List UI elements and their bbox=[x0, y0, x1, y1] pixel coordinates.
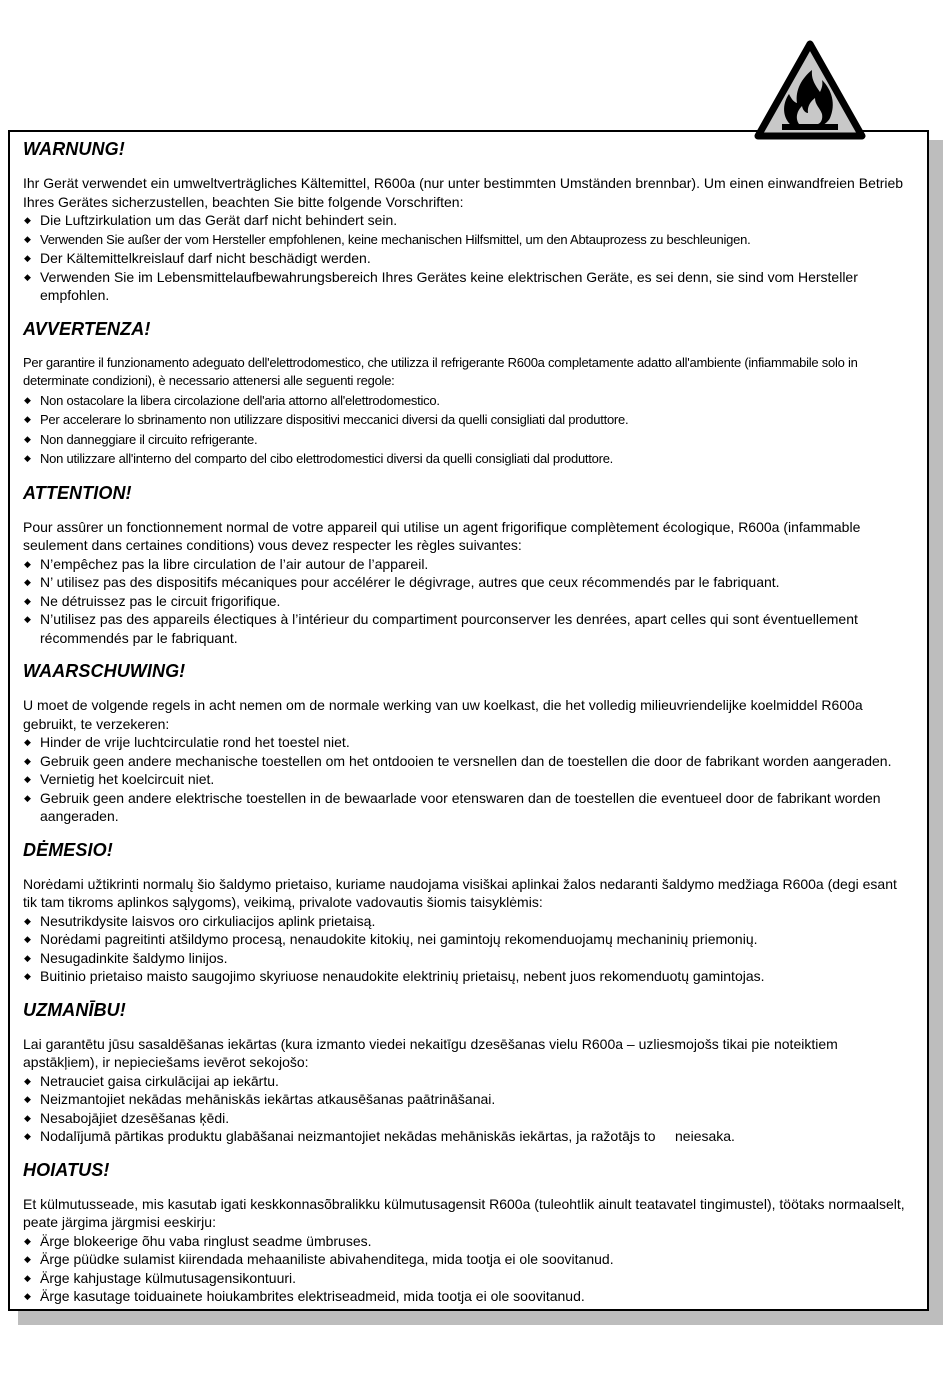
diamond-bullet-icon: ◆ bbox=[24, 774, 31, 784]
section-heading: ATTENTION! bbox=[23, 482, 132, 503]
list-item-text: Nesutrikdysite laisvos oro cirkuliacijos aplink prietaisą. bbox=[40, 912, 376, 929]
section-heading: WARNUNG! bbox=[23, 139, 125, 159]
list-item bbox=[23, 410, 909, 430]
list-item bbox=[23, 211, 909, 230]
diamond-bullet-icon: ◆ bbox=[24, 1254, 31, 1264]
rules-list bbox=[23, 733, 909, 826]
list-item-text: Ärge püüdke sulamist kiirendada mehaaniliste abivahenditega, mida tootja ei ole soovitanud. bbox=[40, 1251, 614, 1267]
list-item bbox=[23, 391, 909, 411]
diamond-bullet-icon: ◆ bbox=[24, 253, 31, 263]
list-item bbox=[23, 752, 909, 771]
list-item-text: Norėdami pagreitinti atšildymo procesą, nenaudokite kitokių, nei gamintojų rekomenduojamų mechaninių priemonių. bbox=[40, 931, 758, 947]
list-item-text: Gebruik geen andere mechanische toestellen om het ontdooien te versnellen dan de toestellen die door de fabrikant worden aangeraden. bbox=[40, 752, 892, 769]
list-item-text: Nodalījumā pārtikas produktu glabāšanai neizmantojiet nekādas mehāniskās iekārtas, ja ražotājs to neiesaka. bbox=[40, 1128, 735, 1144]
list-item bbox=[23, 949, 909, 968]
list-item-text: Ne détruissez pas le circuit frigorifique. bbox=[40, 592, 281, 609]
section-it bbox=[23, 318, 909, 469]
list-item-text: Netrauciet gaisa cirkulācijai ap iekārtu. bbox=[40, 1072, 279, 1089]
diamond-bullet-icon: ◆ bbox=[24, 1235, 31, 1246]
diamond-bullet-icon: ◆ bbox=[24, 271, 31, 282]
list-item-text: Non utilizzare all'interno del comparto del cibo elettrodomestici diversi da quelli consigliati dal produttore. bbox=[40, 451, 614, 466]
list-item bbox=[23, 573, 909, 592]
list-item bbox=[23, 1250, 909, 1269]
rules-list bbox=[23, 211, 909, 305]
diamond-bullet-icon: ◆ bbox=[24, 453, 31, 463]
list-item-text: Ärge blokeerige õhu vaba ringlust seadme ümbruses. bbox=[40, 1232, 372, 1249]
diamond-bullet-icon: ◆ bbox=[24, 233, 31, 244]
list-item bbox=[23, 1127, 909, 1146]
section-intro: Et külmutusseade, mis kasutab igati keskkonnasõbralikku külmutusagensit R600a (tuleohtlik ainult teatavatel tingimustel), töötaks normaalselt, peate järgima järgmisi eeskirju: bbox=[23, 1195, 905, 1230]
list-item bbox=[23, 449, 909, 469]
diamond-bullet-icon: ◆ bbox=[24, 1291, 31, 1301]
diamond-bullet-icon: ◆ bbox=[24, 1272, 31, 1283]
list-item bbox=[23, 230, 909, 250]
section-lv bbox=[23, 999, 909, 1146]
section-fr bbox=[23, 482, 909, 648]
section-nl bbox=[23, 660, 909, 826]
list-item bbox=[23, 268, 909, 305]
section-intro: Norėdami užtikrinti normalų šio šaldymo prietaiso, kuriame naudojama visiškai aplinkai žalos nedaranti šaldymo medžiaga R600a (degi esant tik tam tikroms aplinkos sąlygoms), veikimą, privalote vadovautis šiomis taisyklėmis: bbox=[23, 875, 897, 910]
list-item bbox=[23, 430, 909, 450]
list-item bbox=[23, 1109, 909, 1128]
list-item-text: Non ostacolare la libera circolazione dell'aria attorno all'elettrodomestico. bbox=[40, 392, 440, 408]
list-item bbox=[23, 592, 909, 611]
diamond-bullet-icon: ◆ bbox=[24, 915, 31, 926]
flammable-warning-icon bbox=[752, 38, 868, 142]
diamond-bullet-icon: ◆ bbox=[24, 614, 31, 624]
list-item-text: Nesugadinkite šaldymo linijos. bbox=[40, 949, 228, 966]
rules-list bbox=[23, 1232, 909, 1306]
section-heading: WAARSCHUWING! bbox=[23, 661, 186, 681]
diamond-bullet-icon: ◆ bbox=[24, 737, 31, 747]
list-item bbox=[23, 1232, 909, 1251]
list-item-text: Per accelerare lo sbrinamento non utilizzare dispositivi meccanici diversi da quelli consigliati dal produttore. bbox=[40, 412, 629, 427]
diamond-bullet-icon: ◆ bbox=[24, 595, 31, 606]
diamond-bullet-icon: ◆ bbox=[24, 792, 31, 803]
list-item bbox=[23, 1287, 909, 1306]
list-item bbox=[23, 967, 909, 986]
warning-content bbox=[23, 136, 909, 1306]
list-item bbox=[23, 1090, 909, 1109]
section-heading: UZMANĪBU! bbox=[23, 999, 126, 1020]
list-item-text: Verwenden Sie außer der vom Hersteller empfohlenen, keine mechanischen Hilfsmittel, um den Abtauprozess zu beschleunigen. bbox=[40, 231, 751, 247]
section-intro: Lai garantētu jūsu sasaldēšanas iekārtas (kura izmanto viedei nekaitīgu dzesēšanas vielu R600a – uzliesmojošs tikai pie noteiktiem apstākļiem), ir nepieciešams ievērot sekojošo: bbox=[23, 1035, 838, 1070]
list-item-text: Hinder de vrije luchtcirculatie rond het toestel niet. bbox=[40, 734, 350, 750]
diamond-bullet-icon: ◆ bbox=[24, 971, 31, 981]
diamond-bullet-icon: ◆ bbox=[24, 394, 31, 405]
rules-list bbox=[23, 555, 909, 648]
diamond-bullet-icon: ◆ bbox=[24, 952, 31, 963]
diamond-bullet-icon: ◆ bbox=[24, 1131, 31, 1141]
list-item bbox=[23, 733, 909, 752]
list-item bbox=[23, 789, 909, 826]
list-item bbox=[23, 930, 909, 949]
rules-list bbox=[23, 391, 909, 469]
warning-panel bbox=[8, 130, 929, 1311]
diamond-bullet-icon: ◆ bbox=[24, 215, 31, 225]
diamond-bullet-icon: ◆ bbox=[24, 577, 31, 587]
section-lt bbox=[23, 839, 909, 986]
list-item bbox=[23, 912, 909, 931]
diamond-bullet-icon: ◆ bbox=[24, 1094, 31, 1104]
section-intro: U moet de volgende regels in acht nemen om de normale werking van uw koelkast, die het volledig milieuvriendelijke koelmiddel R600a gebruikt, te verzekeren: bbox=[23, 697, 863, 732]
list-item bbox=[23, 555, 909, 574]
list-item bbox=[23, 610, 909, 647]
rules-list bbox=[23, 912, 909, 986]
list-item-text: Ärge kahjustage külmutusagensikontuuri. bbox=[40, 1269, 297, 1286]
list-item-text: N’empêchez pas la libre circulation de l’air autour de l’appareil. bbox=[40, 555, 429, 572]
list-item-text: Buitinio prietaiso maisto saugojimo skyriuose nenaudokite elektrinių prietaisų, nebent juos rekomenduotų gamintojas. bbox=[40, 968, 765, 984]
diamond-bullet-icon: ◆ bbox=[24, 1075, 31, 1086]
list-item-text: N’ utilisez pas des dispositifs mécaniques pour accélérer le dégivrage, autres que ceux récommendés par le fabriquant. bbox=[40, 574, 780, 590]
list-item-text: N’utilisez pas des appareils électiques à l’intérieur du compartiment pourconserver les denrées, apart celles qui sont éventuellement récommendés par le fabriquant. bbox=[40, 611, 858, 646]
diamond-bullet-icon: ◆ bbox=[24, 414, 31, 424]
list-item-text: Die Luftzirkulation um das Gerät darf nicht behindert sein. bbox=[40, 212, 398, 228]
diamond-bullet-icon: ◆ bbox=[24, 755, 31, 766]
diamond-bullet-icon: ◆ bbox=[24, 934, 31, 944]
section-intro: Ihr Gerät verwendet ein umweltverträgliches Kältemittel, R600a (nur unter bestimmten Umständen brennbar). Um einen einwandfreien Betrieb Ihres Gerätes sicherzustellen, beachten Sie bitte folgende Vorschriften: bbox=[23, 175, 904, 210]
section-heading: AVVERTENZA! bbox=[23, 318, 151, 339]
list-item bbox=[23, 770, 909, 789]
list-item bbox=[23, 1269, 909, 1288]
list-item bbox=[23, 249, 909, 268]
diamond-bullet-icon: ◆ bbox=[24, 1112, 31, 1123]
list-item bbox=[23, 1072, 909, 1091]
rules-list bbox=[23, 1072, 909, 1146]
list-item-text: Ärge kasutage toiduainete hoiukambrites elektriseadmeid, mida tootja ei ole soovitanud. bbox=[40, 1288, 585, 1304]
section-heading: DĖMESIO! bbox=[23, 839, 113, 860]
list-item-text: Vernietig het koelcircuit niet. bbox=[40, 771, 215, 787]
list-item-text: Der Kältemittelkreislauf darf nicht beschädigt werden. bbox=[40, 250, 371, 266]
list-item-text: Neizmantojiet nekādas mehāniskās iekārtas atkausēšanas paātrināšanai. bbox=[40, 1091, 496, 1107]
list-item-text: Non danneggiare il circuito refrigerante. bbox=[40, 431, 258, 447]
section-intro: Pour assûrer un fonctionnement normal de votre appareil qui utilise un agent frigorifique complètement écologique, R600a (infammable seulement dans certaines conditions) vous devez respecter les règles suivantes: bbox=[23, 518, 861, 553]
section-de bbox=[23, 138, 909, 305]
diamond-bullet-icon: ◆ bbox=[24, 433, 31, 444]
section-intro: Per garantire il funzionamento adeguato dell'elettrodomestico, che utilizza il refrigerante R600a completamente adatto all'ambiente (infiammabile solo in determinate condizioni), è necessario attenersi alle seguenti regole: bbox=[23, 354, 858, 388]
list-item-text: Gebruik geen andere elektrische toestellen in de bewaarlade voor etenswaren dan de toestellen die eventueel door de fabrikant worden aangeraden. bbox=[40, 789, 881, 824]
list-item-text: Nesabojājiet dzesēšanas ķēdi. bbox=[40, 1109, 230, 1126]
section-et bbox=[23, 1159, 909, 1306]
list-item-text: Verwenden Sie im Lebensmittelaufbewahrungsbereich Ihres Gerätes keine elektrischen Geräte, es sei denn, sie sind vom Hersteller empfohlen. bbox=[40, 268, 858, 303]
diamond-bullet-icon: ◆ bbox=[24, 558, 31, 569]
section-heading: HOIATUS! bbox=[23, 1159, 110, 1180]
